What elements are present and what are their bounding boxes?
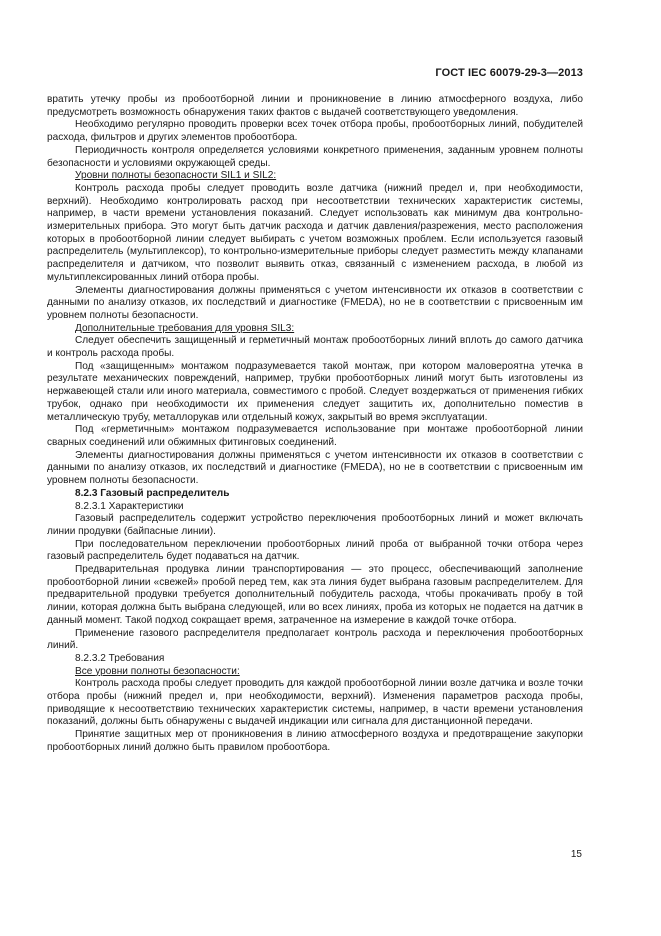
paragraph xyxy=(47,323,583,336)
paragraph: Контроль расхода пробы следует проводить для каждой пробоотборной линии возле датчика и возле точки отбора пробы (нижний предел и, при необходимости, верхний). Изменения параметров расхода пробы, приводящие к несоответствию технических характеристик системы, например, в части времени установления показаний, должны быть обнаружены с выдачей индикации или сигнала для дистанционной передачи. xyxy=(47,678,583,728)
paragraph: Под «защищенным» монтажом подразумевается такой монтаж, при котором маловероятна утечка в результате механических повреждений, например, трубки пробоотборных линий могут быть изготовлены из нержавеющей стали или иного материала, совместимого с пробой. Следует воздержаться от применения гибких трубок, однако при необходимости их применения следует защитить их, дополнительно поместив в металлическую трубу, металлорукав или отдельный кожух, закрытый во время эксплуатации. xyxy=(47,360,583,423)
paragraph: Необходимо регулярно проводить проверки всех точек отбора пробы, пробоотборных линий, побудителей расхода, фильтров и других элементов пробоотбора. xyxy=(47,119,583,144)
page-number: 15 xyxy=(570,849,582,860)
paragraph: Элементы диагностирования должны применяться с учетом интенсивности их отказов в соответствии с данными по анализу отказов, их последствий и диагностике (FMEDA), но не в соответствии с присвоенным им уровнем полноты безопасности. xyxy=(47,284,583,321)
paragraph: Элементы диагностирования должны применяться с учетом интенсивности их отказов в соответствии с данными по анализу отказов, их последствий и диагностике (FMEDA), но не в соответствии с присвоенным им уровнем полноты безопасности. xyxy=(47,449,583,487)
paragraph: 8.2.3.1 Характеристики xyxy=(75,500,184,512)
paragraph: При последовательном переключении пробоотборных линий проба от выбранной точки отбора через газовый распределитель будет подаваться на датчик. xyxy=(47,538,583,563)
paragraph xyxy=(47,666,583,679)
subheading: Все уровни полноты безопасности: xyxy=(75,665,240,677)
paragraph: Контроль расхода пробы следует проводить возле датчика (нижний предел и, при необходимости, верхний). Необходимо контролировать расход при несоответствии технических характеристик системы, например, в части времени установления показаний. Следует использовать как минимум два контрольно-измерительных прибора. Это могут быть датчик расхода и датчик давления/разрежения, место расположения которых в пробоотборной линии следует выбирать с учетом возможных проблем. Если используется газовый распределитель (мультиплексор), то контрольно-измерительные приборы следует разместить между клапанами распределителя и датчиком, что позволит выявить отказ, связанный с изменением расхода, в любой из мультиплексированных линий отбора пробы. xyxy=(47,182,583,283)
subheading: Дополнительные требования для уровня SIL3: xyxy=(75,322,295,334)
paragraph: вратить утечку пробы из пробоотборной линии и проникновение в линию атмосферного воздуха, либо предусмотреть возможность обнаружения таких фактов с выдачей соответствующего уведомления. xyxy=(47,94,583,118)
paragraph: Под «герметичным» монтажом подразумевается использование при монтаже пробоотборной линии сварных соединений или обжимных фитинговых соединений. xyxy=(47,424,583,448)
paragraph: Применение газового распределителя предполагает контроль расхода и переключения пробоотборных линий. xyxy=(47,627,583,652)
section-heading: 8.2.3 Газовый распределитель xyxy=(75,487,230,499)
subheading: Уровни полноты безопасности SIL1 и SIL2: xyxy=(75,170,277,182)
paragraph: Предварительная продувка линии транспортирования — это процесс, обеспечивающий заполнение пробоотборной линии «свежей» пробой перед тем, как эта линия будет выбрана газовым распределителем. Для предварительной продувки требуется дополнительный побудитель расхода, чтобы прокачивать пробу в той линии, которая должна быть выбрана следующей, или во всех линиях, проба из которых не подается на датчик в данный момент. Такой подход сокращает время, затраченное на измерение в каждой точке отбора. xyxy=(47,564,583,626)
paragraph: Следует обеспечить защищенный и герметичный монтаж пробоотборных линий вплоть до самого датчика и контроль расхода пробы. xyxy=(47,335,583,360)
document-body xyxy=(47,94,583,755)
paragraph xyxy=(47,170,583,183)
paragraph: Периодичность контроля определяется условиями конкретного применения, заданным уровнем полноты безопасности и условиями окружающей среды. xyxy=(47,144,583,169)
paragraph: Газовый распределитель содержит устройство переключения пробоотборных линий и может включать линии продувки (байпасные линии). xyxy=(47,513,583,537)
standard-header: ГОСТ IEC 60079-29-3—2013 xyxy=(435,67,583,79)
paragraph: 8.2.3.2 Требования xyxy=(75,652,165,664)
paragraph: Принятие защитных мер от проникновения в линию атмосферного воздуха и предотвращение закупорки пробоотборных линий должно быть правилом пробоотбора. xyxy=(47,729,583,753)
